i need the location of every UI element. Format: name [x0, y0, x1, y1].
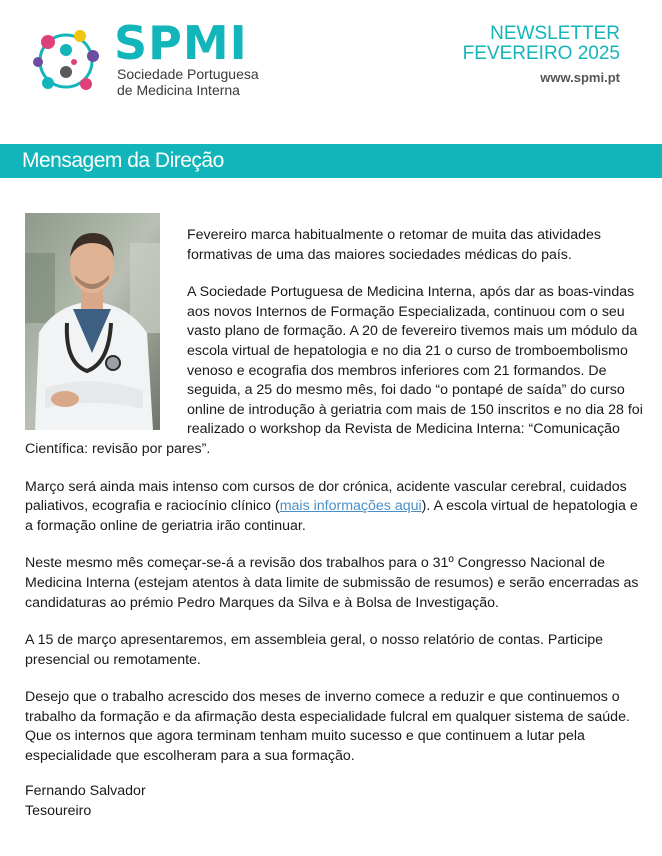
paragraph-2-text: A Sociedade Portuguesa de Medicina Interna, após dar as boas-vindas aos novos Internos de Formação Especializada, continuou com o seu vasto plano de formação. A 20 de fevereiro tivemos mais um módulo da escola virtual de hepatologia e no dia 21 o curso de tromboembolismo venoso e ecografia dos membros inferiores com 21 formandos. De seguida, a 25 do mesmo mês, foi dado “o pontapé de saída” do curso online de introdução à geriatria com mais de 150 inscritos e no dia 28 foi realizado o workshop da Revista de Medicina Interna: “Comunicação Científica: revisão por pares”.: [25, 284, 643, 457]
newsletter-date: FEVEREIRO 2025: [462, 43, 620, 64]
article-body: [25, 226, 645, 785]
paragraph-3-start: Março será ainda mais intenso com cursos de dor crónica, acidente vascular cerebral, cuidados paliativos, ecografia e raciocínio clínico (: [25, 478, 627, 515]
brand-subtitle-line1: Sociedade Portuguesa: [117, 66, 259, 82]
paragraph-3-end: ). A escola virtual de hepatologia e a formação online de geriatria irão continuar.: [25, 498, 638, 534]
section-header: [0, 144, 662, 178]
paragraph-2: [25, 283, 645, 459]
signature: [25, 782, 146, 821]
section-title: Mensagem da Direção: [22, 149, 224, 172]
newsletter-header: [0, 0, 662, 140]
signature-name: Fernando Salvador: [25, 783, 146, 799]
brand-name: SPMI: [114, 16, 248, 70]
paragraph-3: [25, 478, 645, 537]
brand-subtitle-line2: de Medicina Interna: [117, 82, 240, 98]
website-link[interactable]: www.spmi.pt: [540, 70, 620, 85]
paragraph-4: Neste mesmo mês começar-se-á a revisão dos trabalhos para o 31º Congresso Nacional de Medicina Interna (estejam atentos à data limite de submissão de resumos) e serão encerradas as candidaturas ao prémio Pedro Marques da Silva e à Bolsa de Investigação.: [25, 555, 639, 611]
signature-role: Tesoureiro: [25, 802, 92, 819]
paragraph-1: Fevereiro marca habitualmente o retomar de muita das atividades formativas de uma das maiores sociedades médicas do país.: [187, 227, 602, 263]
newsletter-issue: [463, 24, 620, 88]
spmi-logo-icon: [30, 26, 102, 96]
paragraph-5: A 15 de março apresentaremos, em assembleia geral, o nosso relatório de contas. Participe presencial ou remotamente.: [25, 632, 604, 668]
newsletter-label: NEWSLETTER: [490, 23, 620, 44]
brand-subtitle: [117, 66, 259, 98]
paragraph-6: Desejo que o trabalho acrescido dos meses de inverno comece a reduzir e que continuemos o trabalho da formação e da afirmação desta especialidade fulcral em qualquer sistema de saúde. Que os internos que agora terminam tenham muito sucesso e que continuem a lutar pela especialidade que escolheram para a sua formação.: [25, 689, 630, 765]
more-info-link[interactable]: mais informações aqui: [279, 498, 422, 515]
